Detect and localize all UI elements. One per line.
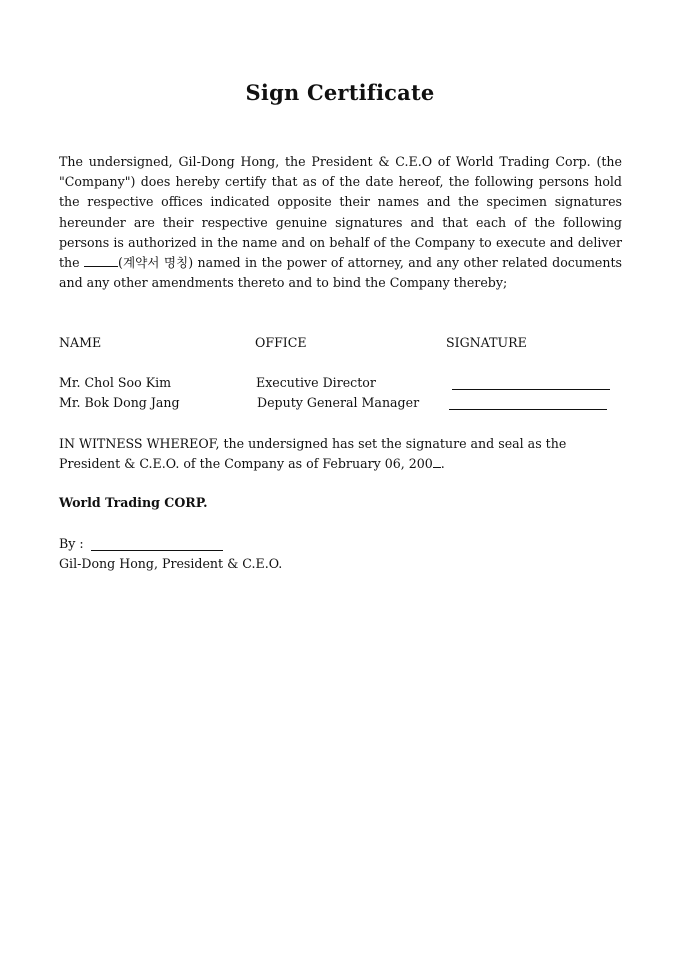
contract-name-blank	[84, 255, 118, 267]
row-1-name: Mr. Chol Soo Kim	[59, 375, 172, 390]
row-2-office: Deputy General Manager	[257, 395, 420, 410]
paragraph-text-start: The undersigned, Gil-Dong Hong, the President & C.E.O of World Trading Corp. (the "Company") does hereby certify that as of the date hereof, the following persons hold the respective offices indicated opposite their names and the specimen signatures hereunder are their respective genuine signatures and that each of the following persons is authorized in the name and on behalf of the Company to execute and deliver the	[59, 154, 622, 271]
by-label: By :	[59, 536, 84, 551]
header-name: NAME	[59, 335, 102, 350]
header-signature: SIGNATURE	[446, 335, 527, 350]
signer-name: Gil-Dong Hong, President & C.E.O.	[59, 556, 283, 571]
witness-paragraph	[59, 434, 619, 474]
year-blank	[433, 456, 441, 468]
row-2-signature-line	[449, 409, 607, 410]
witness-end: .	[440, 456, 445, 472]
document-title: Sign Certificate	[245, 80, 435, 105]
witness-text: IN WITNESS WHEREOF, the undersigned has set the signature and seal as the President & C.E.O. of the Company as of February 06, 200	[59, 436, 567, 472]
paragraph-text-end: (계약서 명칭) named in the power of attorney, and any other related documents and any other amendments thereto and to bind the Company thereby;	[59, 255, 622, 291]
president-signature-line	[91, 550, 223, 551]
row-1-office: Executive Director	[256, 375, 376, 390]
company-name: World Trading CORP.	[59, 495, 208, 510]
header-office: OFFICE	[255, 335, 307, 350]
certification-paragraph	[59, 152, 622, 293]
row-1-signature-line	[452, 389, 610, 390]
row-2-name: Mr. Bok Dong Jang	[59, 395, 180, 410]
